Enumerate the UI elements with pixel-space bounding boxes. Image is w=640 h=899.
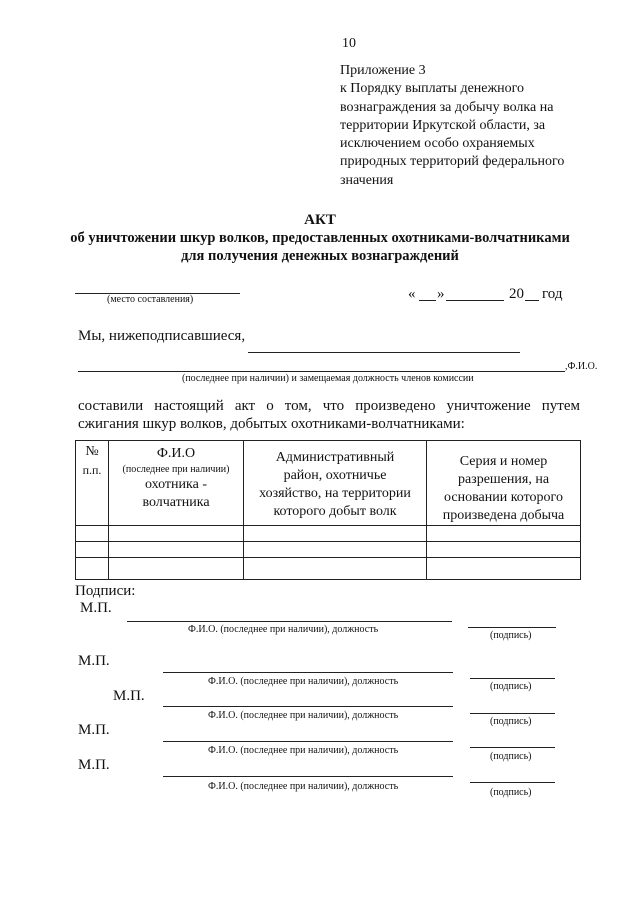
table-cell [427, 526, 581, 542]
paragraph-line-2: сжигания шкур волков, добытых охотниками-волчатниками: [78, 416, 465, 432]
appendix-line: к Порядку выплаты денежного [340, 81, 525, 97]
date-century: 20 [509, 286, 524, 302]
signature-caption: (подпись) [490, 630, 532, 641]
header-fio-line2: охотника - [144, 477, 207, 492]
document-subtitle-cont: для получения денежных вознаграждений [181, 248, 459, 264]
date-month-line [446, 300, 504, 301]
table-header-row [76, 441, 581, 526]
fio-caption: Ф.И.О. (последнее при наличии), должность [208, 745, 399, 756]
header-permit-line2: разрешения, на [457, 472, 550, 487]
appendix-line: Приложение 3 [340, 63, 426, 78]
fio-caption: Ф.И.О. (последнее при наличии), должность [208, 781, 399, 792]
signature-caption: (подпись) [490, 751, 532, 762]
stamp-label: М.П. [113, 688, 145, 704]
header-fio-line3: волчатника [142, 495, 210, 510]
header-district-line4: которого добыт волк [273, 504, 397, 519]
stamp-label: М.П. [78, 653, 110, 669]
signature-line [470, 713, 555, 714]
header-district-line1: Административный [275, 450, 395, 465]
members-fio-suffix: ,Ф.И.О. [565, 361, 598, 372]
table-cell [427, 558, 581, 580]
page-number: 10 [342, 36, 356, 51]
destruction-table [75, 440, 581, 580]
signature-caption: (подпись) [490, 787, 532, 798]
header-number-abbr: п.п. [82, 463, 102, 477]
table-cell [244, 526, 427, 542]
fio-line [127, 621, 452, 622]
table-row [76, 558, 581, 580]
header-permit-line1: Серия и номер [459, 454, 548, 469]
header-cell-number [76, 441, 109, 526]
header-fio-sub: (последнее при наличии) [122, 464, 230, 475]
header-permit-line4: произведена добыча [442, 508, 565, 523]
table-row [76, 526, 581, 542]
table-cell [109, 542, 244, 558]
appendix-header [340, 62, 610, 190]
fio-line [163, 706, 453, 707]
header-district-line3: хозяйство, на территории [259, 486, 411, 501]
paragraph-line-1: составили настоящий акт о том, что произведено уничтожение путем [78, 398, 580, 414]
fio-line [163, 672, 453, 673]
date-year-word: год [542, 286, 563, 302]
header-number-symbol: № [85, 444, 99, 459]
appendix-line: природных территорий федерального [340, 154, 565, 170]
table-cell [76, 542, 109, 558]
document-title: АКТ [304, 212, 336, 228]
table-row [76, 542, 581, 558]
signature-line [470, 747, 555, 748]
appendix-line: территории Иркутской области, за [340, 117, 546, 133]
signature-line [468, 627, 556, 628]
table-cell [76, 526, 109, 542]
place-caption: (место составления) [107, 294, 194, 305]
date-close-quote: » [437, 286, 445, 302]
stamp-label: М.П. [78, 722, 110, 738]
signatures-heading: Подписи: [75, 583, 136, 599]
date-year-line [525, 300, 539, 301]
signature-line [470, 678, 555, 679]
fio-line [163, 741, 453, 742]
header-permit-line3: основании которого [444, 490, 563, 505]
table-cell [244, 558, 427, 580]
header-district-line2: район, охотничье [283, 468, 387, 483]
members-caption: (последнее при наличии) и замещаемая должность членов комиссии [182, 373, 474, 384]
appendix-line: исключением особо охраняемых [340, 136, 535, 152]
appendix-line: вознаграждения за добычу волка на [340, 99, 554, 115]
fio-line [163, 776, 453, 777]
header-cell-fio [109, 441, 244, 526]
appendix-line: значения [340, 172, 394, 188]
header-cell-district [244, 441, 427, 526]
table-cell [427, 542, 581, 558]
fio-caption: Ф.И.О. (последнее при наличии), должность [188, 624, 379, 635]
header-cell-permit [427, 441, 581, 526]
signature-caption: (подпись) [490, 716, 532, 727]
table-cell [244, 542, 427, 558]
fio-caption: Ф.И.О. (последнее при наличии), должность [208, 676, 399, 687]
document-subtitle: об уничтожении шкур волков, предоставленных охотниками-волчатниками [70, 230, 570, 246]
fio-caption: Ф.И.О. (последнее при наличии), должность [208, 710, 399, 721]
table-cell [76, 558, 109, 580]
stamp-label: М.П. [78, 757, 110, 773]
date-day-line [419, 300, 436, 301]
table-cell [109, 558, 244, 580]
members-line-1 [248, 352, 520, 353]
header-fio-title: Ф.И.О [156, 446, 196, 461]
date-open-quote: « [408, 286, 416, 302]
members-intro: Мы, нижеподписавшиеся, [78, 328, 246, 344]
stamp-label: М.П. [80, 600, 112, 616]
members-line-2 [78, 371, 565, 372]
signature-line [470, 782, 555, 783]
signature-caption: (подпись) [490, 681, 532, 692]
table-cell [109, 526, 244, 542]
